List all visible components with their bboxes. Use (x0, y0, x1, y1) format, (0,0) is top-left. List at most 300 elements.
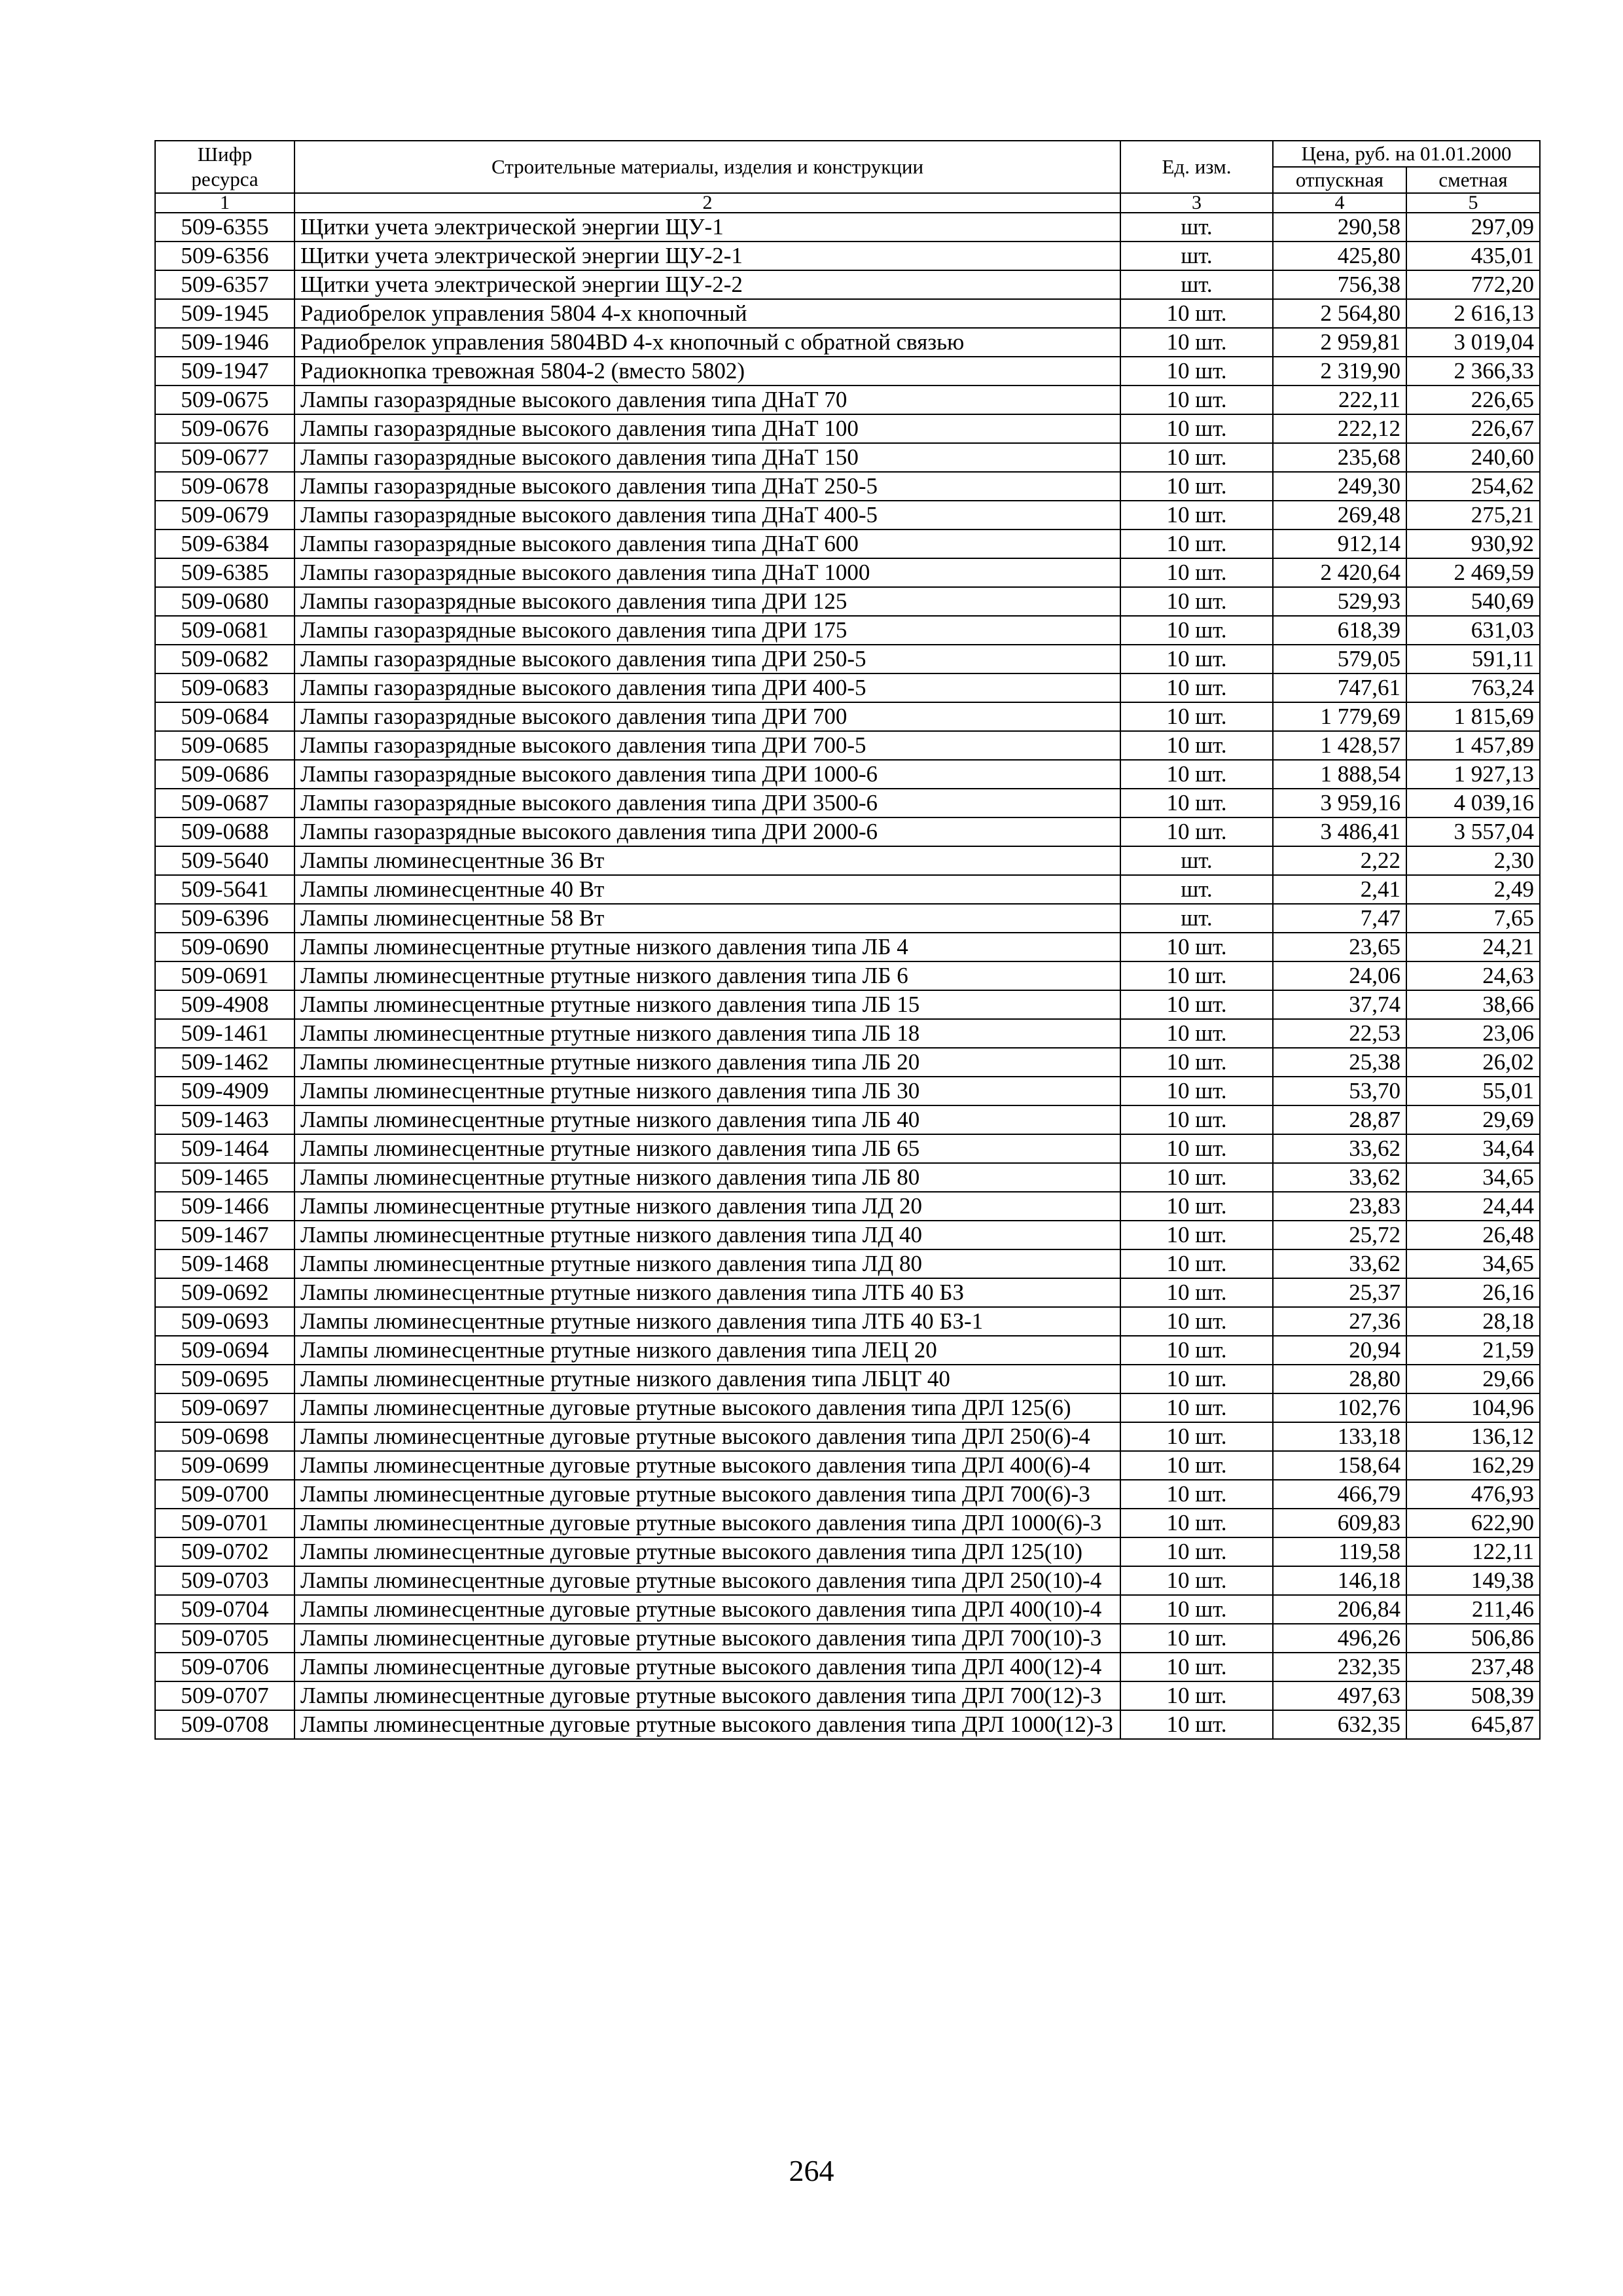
table-row (155, 616, 1540, 645)
resource-code: 509-4909 (155, 1077, 294, 1105)
resource-code: 509-0682 (155, 645, 294, 673)
unit-of-measure: 10 шт. (1120, 1077, 1273, 1105)
material-name: Щитки учета электрической энергии ЩУ-1 (294, 213, 1120, 242)
price-estimate: 29,69 (1406, 1105, 1540, 1134)
table-row (155, 1336, 1540, 1365)
price-release: 249,30 (1273, 472, 1406, 501)
price-release: 25,37 (1273, 1278, 1406, 1307)
price-release: 222,12 (1273, 414, 1406, 443)
price-release: 24,06 (1273, 961, 1406, 990)
price-release: 2 319,90 (1273, 357, 1406, 386)
price-estimate: 38,66 (1406, 990, 1540, 1019)
table-row (155, 1365, 1540, 1393)
price-release: 912,14 (1273, 529, 1406, 558)
price-release: 466,79 (1273, 1480, 1406, 1509)
price-estimate: 7,65 (1406, 904, 1540, 933)
material-name: Лампы газоразрядные высокого давления типа ДРИ 700-5 (294, 731, 1120, 760)
table-row (155, 1681, 1540, 1710)
unit-of-measure: 10 шт. (1120, 1393, 1273, 1422)
price-release: 1 428,57 (1273, 731, 1406, 760)
price-estimate: 591,11 (1406, 645, 1540, 673)
resource-code: 509-0701 (155, 1509, 294, 1537)
table-row (155, 299, 1540, 328)
resource-code: 509-0693 (155, 1307, 294, 1336)
table-row (155, 1278, 1540, 1307)
price-release: 33,62 (1273, 1163, 1406, 1192)
table-row (155, 1451, 1540, 1480)
table-row (155, 1393, 1540, 1422)
unit-of-measure: 10 шт. (1120, 702, 1273, 731)
price-release: 756,38 (1273, 270, 1406, 299)
resource-code: 509-0690 (155, 933, 294, 961)
table-row (155, 529, 1540, 558)
unit-of-measure: шт. (1120, 242, 1273, 270)
resource-code: 509-1462 (155, 1048, 294, 1077)
price-estimate: 162,29 (1406, 1451, 1540, 1480)
price-estimate: 240,60 (1406, 443, 1540, 472)
unit-of-measure: 10 шт. (1120, 357, 1273, 386)
price-estimate: 26,48 (1406, 1221, 1540, 1249)
price-estimate: 21,59 (1406, 1336, 1540, 1365)
table-row (155, 817, 1540, 846)
price-estimate: 24,21 (1406, 933, 1540, 961)
table-row (155, 242, 1540, 270)
material-name: Лампы люминесцентные 58 Вт (294, 904, 1120, 933)
unit-of-measure: 10 шт. (1120, 789, 1273, 817)
material-name: Лампы люминесцентные ртутные низкого давления типа ЛД 20 (294, 1192, 1120, 1221)
price-estimate: 772,20 (1406, 270, 1540, 299)
table-row (155, 731, 1540, 760)
material-name: Лампы люминесцентные ртутные низкого давления типа ЛБ 20 (294, 1048, 1120, 1077)
price-estimate: 226,67 (1406, 414, 1540, 443)
table-row (155, 501, 1540, 529)
table-row (155, 414, 1540, 443)
price-estimate: 275,21 (1406, 501, 1540, 529)
price-release: 632,35 (1273, 1710, 1406, 1739)
table-row (155, 875, 1540, 904)
price-estimate: 211,46 (1406, 1595, 1540, 1624)
price-release: 20,94 (1273, 1336, 1406, 1365)
unit-of-measure: 10 шт. (1120, 1451, 1273, 1480)
material-name: Лампы люминесцентные 36 Вт (294, 846, 1120, 875)
price-estimate: 122,11 (1406, 1537, 1540, 1566)
header-name: Строительные материалы, изделия и конструкции (294, 141, 1120, 193)
table-row (155, 1307, 1540, 1336)
price-estimate: 3 557,04 (1406, 817, 1540, 846)
table-row (155, 328, 1540, 357)
resource-code: 509-1945 (155, 299, 294, 328)
resource-code: 509-6357 (155, 270, 294, 299)
table-row (155, 645, 1540, 673)
material-name: Лампы газоразрядные высокого давления типа ДРИ 125 (294, 587, 1120, 616)
price-release: 609,83 (1273, 1509, 1406, 1537)
table-row (155, 673, 1540, 702)
material-name: Лампы люминесцентные дуговые ртутные высокого давления типа ДРЛ 250(6)-4 (294, 1422, 1120, 1451)
table-row (155, 933, 1540, 961)
resource-code: 509-0676 (155, 414, 294, 443)
table-row (155, 1221, 1540, 1249)
column-number: 1 (155, 193, 294, 213)
table-row (155, 760, 1540, 789)
material-name: Лампы газоразрядные высокого давления типа ДНаТ 400-5 (294, 501, 1120, 529)
material-name: Лампы люминесцентные 40 Вт (294, 875, 1120, 904)
price-estimate: 540,69 (1406, 587, 1540, 616)
unit-of-measure: 10 шт. (1120, 616, 1273, 645)
unit-of-measure: 10 шт. (1120, 1134, 1273, 1163)
unit-of-measure: 10 шт. (1120, 1048, 1273, 1077)
material-name: Лампы люминесцентные дуговые ртутные высокого давления типа ДРЛ 1000(12)-3 (294, 1710, 1120, 1739)
table-row (155, 961, 1540, 990)
price-estimate: 34,65 (1406, 1163, 1540, 1192)
resource-code: 509-0681 (155, 616, 294, 645)
price-release: 2 564,80 (1273, 299, 1406, 328)
price-release: 1 779,69 (1273, 702, 1406, 731)
material-name: Лампы люминесцентные ртутные низкого давления типа ЛБ 6 (294, 961, 1120, 990)
resource-code: 509-4908 (155, 990, 294, 1019)
price-release: 33,62 (1273, 1134, 1406, 1163)
resource-code: 509-0691 (155, 961, 294, 990)
resource-code: 509-0683 (155, 673, 294, 702)
unit-of-measure: 10 шт. (1120, 1566, 1273, 1595)
unit-of-measure: 10 шт. (1120, 961, 1273, 990)
column-number: 5 (1406, 193, 1540, 213)
resource-code: 509-0686 (155, 760, 294, 789)
material-name: Лампы люминесцентные ртутные низкого давления типа ЛБ 40 (294, 1105, 1120, 1134)
table-row (155, 1422, 1540, 1451)
unit-of-measure: 10 шт. (1120, 1192, 1273, 1221)
material-name: Лампы газоразрядные высокого давления типа ДРИ 3500-6 (294, 789, 1120, 817)
resource-code: 509-0702 (155, 1537, 294, 1566)
table-row (155, 846, 1540, 875)
table-row (155, 1134, 1540, 1163)
price-estimate: 34,65 (1406, 1249, 1540, 1278)
table-row (155, 702, 1540, 731)
price-estimate: 24,63 (1406, 961, 1540, 990)
price-estimate: 1 815,69 (1406, 702, 1540, 731)
price-estimate: 435,01 (1406, 242, 1540, 270)
material-name: Радиобрелок управления 5804BD 4-х кнопочный с обратной связью (294, 328, 1120, 357)
price-release: 23,83 (1273, 1192, 1406, 1221)
table-body (155, 213, 1540, 1739)
resource-code: 509-5640 (155, 846, 294, 875)
material-name: Щитки учета электрической энергии ЩУ-2-2 (294, 270, 1120, 299)
price-release: 2,22 (1273, 846, 1406, 875)
material-name: Лампы люминесцентные дуговые ртутные высокого давления типа ДРЛ 700(10)-3 (294, 1624, 1120, 1653)
material-name: Лампы люминесцентные ртутные низкого давления типа ЛБЦТ 40 (294, 1365, 1120, 1393)
table-row (155, 1048, 1540, 1077)
resource-code: 509-0675 (155, 386, 294, 414)
price-release: 27,36 (1273, 1307, 1406, 1336)
resource-code: 509-1465 (155, 1163, 294, 1192)
resource-code: 509-0685 (155, 731, 294, 760)
unit-of-measure: шт. (1120, 875, 1273, 904)
table-row (155, 1163, 1540, 1192)
unit-of-measure: 10 шт. (1120, 1509, 1273, 1537)
material-name: Лампы люминесцентные дуговые ртутные высокого давления типа ДРЛ 400(12)-4 (294, 1653, 1120, 1681)
unit-of-measure: 10 шт. (1120, 645, 1273, 673)
table-row (155, 1509, 1540, 1537)
resource-code: 509-0706 (155, 1653, 294, 1681)
price-estimate: 226,65 (1406, 386, 1540, 414)
table-row (155, 990, 1540, 1019)
price-estimate: 2 469,59 (1406, 558, 1540, 587)
header-price-estimate: сметная (1406, 167, 1540, 193)
material-name: Лампы люминесцентные дуговые ртутные высокого давления типа ДРЛ 1000(6)-3 (294, 1509, 1120, 1537)
resource-code: 509-0687 (155, 789, 294, 817)
unit-of-measure: 10 шт. (1120, 472, 1273, 501)
table-row (155, 1624, 1540, 1653)
resource-code: 509-5641 (155, 875, 294, 904)
header-unit: Ед. изм. (1120, 141, 1273, 193)
table-row (155, 443, 1540, 472)
material-name: Лампы люминесцентные дуговые ртутные высокого давления типа ДРЛ 400(10)-4 (294, 1595, 1120, 1624)
price-estimate: 28,18 (1406, 1307, 1540, 1336)
price-release: 222,11 (1273, 386, 1406, 414)
resource-code: 509-0692 (155, 1278, 294, 1307)
header-price-group: Цена, руб. на 01.01.2000 (1273, 141, 1540, 167)
unit-of-measure: 10 шт. (1120, 1624, 1273, 1653)
resource-code: 509-6384 (155, 529, 294, 558)
price-release: 28,87 (1273, 1105, 1406, 1134)
resource-code: 509-1461 (155, 1019, 294, 1048)
price-release: 7,47 (1273, 904, 1406, 933)
price-estimate: 2,30 (1406, 846, 1540, 875)
price-estimate: 508,39 (1406, 1681, 1540, 1710)
unit-of-measure: 10 шт. (1120, 386, 1273, 414)
price-release: 119,58 (1273, 1537, 1406, 1566)
resource-code: 509-0707 (155, 1681, 294, 1710)
table-row (155, 1653, 1540, 1681)
unit-of-measure: 10 шт. (1120, 933, 1273, 961)
resource-code: 509-1466 (155, 1192, 294, 1221)
material-name: Лампы люминесцентные ртутные низкого давления типа ЛТБ 40 БЗ-1 (294, 1307, 1120, 1336)
table-row (155, 1480, 1540, 1509)
column-number: 2 (294, 193, 1120, 213)
price-estimate: 29,66 (1406, 1365, 1540, 1393)
table-row (155, 386, 1540, 414)
price-estimate: 1 927,13 (1406, 760, 1540, 789)
resource-code: 509-0678 (155, 472, 294, 501)
material-name: Лампы газоразрядные высокого давления типа ДРИ 700 (294, 702, 1120, 731)
price-release: 618,39 (1273, 616, 1406, 645)
unit-of-measure: шт. (1120, 213, 1273, 242)
table-row (155, 1019, 1540, 1048)
material-name: Лампы люминесцентные дуговые ртутные высокого давления типа ДРЛ 125(6) (294, 1393, 1120, 1422)
price-estimate: 2,49 (1406, 875, 1540, 904)
resource-code: 509-0680 (155, 587, 294, 616)
unit-of-measure: шт. (1120, 270, 1273, 299)
unit-of-measure: 10 шт. (1120, 1163, 1273, 1192)
table-row (155, 1595, 1540, 1624)
material-name: Лампы люминесцентные дуговые ртутные высокого давления типа ДРЛ 400(6)-4 (294, 1451, 1120, 1480)
material-name: Лампы газоразрядные высокого давления типа ДНаТ 70 (294, 386, 1120, 414)
resource-code: 509-6355 (155, 213, 294, 242)
unit-of-measure: 10 шт. (1120, 1365, 1273, 1393)
unit-of-measure: 10 шт. (1120, 1249, 1273, 1278)
resource-code: 509-0705 (155, 1624, 294, 1653)
header-price-release: отпускная (1273, 167, 1406, 193)
resource-code: 509-0684 (155, 702, 294, 731)
resource-code: 509-0698 (155, 1422, 294, 1451)
resource-code: 509-1467 (155, 1221, 294, 1249)
material-name: Радиобрелок управления 5804 4-х кнопочный (294, 299, 1120, 328)
material-name: Лампы люминесцентные ртутные низкого давления типа ЛБ 30 (294, 1077, 1120, 1105)
unit-of-measure: 10 шт. (1120, 817, 1273, 846)
price-release: 496,26 (1273, 1624, 1406, 1653)
price-release: 37,74 (1273, 990, 1406, 1019)
material-name: Лампы люминесцентные дуговые ртутные высокого давления типа ДРЛ 700(12)-3 (294, 1681, 1120, 1710)
material-name: Лампы люминесцентные ртутные низкого давления типа ЛБ 80 (294, 1163, 1120, 1192)
unit-of-measure: 10 шт. (1120, 1537, 1273, 1566)
price-release: 3 959,16 (1273, 789, 1406, 817)
price-estimate: 645,87 (1406, 1710, 1540, 1739)
material-name: Лампы люминесцентные дуговые ртутные высокого давления типа ДРЛ 250(10)-4 (294, 1566, 1120, 1595)
material-name: Лампы газоразрядные высокого давления типа ДРИ 175 (294, 616, 1120, 645)
header-row-1 (155, 141, 1540, 167)
price-release: 53,70 (1273, 1077, 1406, 1105)
unit-of-measure: 10 шт. (1120, 299, 1273, 328)
price-release: 158,64 (1273, 1451, 1406, 1480)
resource-code: 509-0708 (155, 1710, 294, 1739)
unit-of-measure: 10 шт. (1120, 1710, 1273, 1739)
resource-code: 509-0699 (155, 1451, 294, 1480)
unit-of-measure: 10 шт. (1120, 1480, 1273, 1509)
material-name: Лампы люминесцентные ртутные низкого давления типа ЛБ 4 (294, 933, 1120, 961)
price-estimate: 23,06 (1406, 1019, 1540, 1048)
price-release: 425,80 (1273, 242, 1406, 270)
material-name: Лампы люминесцентные ртутные низкого давления типа ЛД 40 (294, 1221, 1120, 1249)
material-name: Лампы люминесцентные ртутные низкого давления типа ЛЕЦ 20 (294, 1336, 1120, 1365)
material-name: Лампы газоразрядные высокого давления типа ДНаТ 150 (294, 443, 1120, 472)
table-row (155, 1105, 1540, 1134)
unit-of-measure: 10 шт. (1120, 414, 1273, 443)
resource-code: 509-0695 (155, 1365, 294, 1393)
column-number: 3 (1120, 193, 1273, 213)
material-name: Радиокнопка тревожная 5804-2 (вместо 5802) (294, 357, 1120, 386)
price-release: 23,65 (1273, 933, 1406, 961)
price-release: 2 959,81 (1273, 328, 1406, 357)
table-row (155, 789, 1540, 817)
table-row (155, 270, 1540, 299)
resource-code: 509-0677 (155, 443, 294, 472)
table-row (155, 1566, 1540, 1595)
price-estimate: 24,44 (1406, 1192, 1540, 1221)
price-release: 747,61 (1273, 673, 1406, 702)
material-name: Лампы люминесцентные дуговые ртутные высокого давления типа ДРЛ 700(6)-3 (294, 1480, 1120, 1509)
price-release: 206,84 (1273, 1595, 1406, 1624)
price-release: 497,63 (1273, 1681, 1406, 1710)
header-column-numbers (155, 193, 1540, 213)
price-estimate: 149,38 (1406, 1566, 1540, 1595)
unit-of-measure: 10 шт. (1120, 1653, 1273, 1681)
unit-of-measure: 10 шт. (1120, 673, 1273, 702)
price-release: 33,62 (1273, 1249, 1406, 1278)
resource-code: 509-6396 (155, 904, 294, 933)
material-name: Лампы газоразрядные высокого давления типа ДНаТ 250-5 (294, 472, 1120, 501)
price-estimate: 930,92 (1406, 529, 1540, 558)
table-row (155, 1537, 1540, 1566)
column-number: 4 (1273, 193, 1406, 213)
unit-of-measure: 10 шт. (1120, 529, 1273, 558)
price-estimate: 254,62 (1406, 472, 1540, 501)
table-row (155, 904, 1540, 933)
table-row (155, 1077, 1540, 1105)
price-release: 579,05 (1273, 645, 1406, 673)
price-release: 529,93 (1273, 587, 1406, 616)
price-release: 133,18 (1273, 1422, 1406, 1451)
price-estimate: 506,86 (1406, 1624, 1540, 1653)
price-release: 1 888,54 (1273, 760, 1406, 789)
material-name: Лампы газоразрядные высокого давления типа ДРИ 2000-6 (294, 817, 1120, 846)
unit-of-measure: 10 шт. (1120, 760, 1273, 789)
resource-code: 509-1946 (155, 328, 294, 357)
resource-code: 509-0697 (155, 1393, 294, 1422)
material-name: Лампы люминесцентные ртутные низкого давления типа ЛБ 15 (294, 990, 1120, 1019)
material-name: Лампы газоразрядные высокого давления типа ДРИ 1000-6 (294, 760, 1120, 789)
resource-code: 509-1947 (155, 357, 294, 386)
price-release: 3 486,41 (1273, 817, 1406, 846)
price-release: 28,80 (1273, 1365, 1406, 1393)
resource-code: 509-0694 (155, 1336, 294, 1365)
table-row (155, 587, 1540, 616)
price-estimate: 476,93 (1406, 1480, 1540, 1509)
price-release: 25,38 (1273, 1048, 1406, 1077)
unit-of-measure: 10 шт. (1120, 1019, 1273, 1048)
resource-code: 509-0679 (155, 501, 294, 529)
header-code: Шифр ресурса (155, 141, 294, 193)
material-name: Лампы люминесцентные ртутные низкого давления типа ЛБ 18 (294, 1019, 1120, 1048)
material-name: Лампы газоразрядные высокого давления типа ДНаТ 100 (294, 414, 1120, 443)
price-estimate: 237,48 (1406, 1653, 1540, 1681)
table-row (155, 357, 1540, 386)
material-name: Лампы газоразрядные высокого давления типа ДРИ 400-5 (294, 673, 1120, 702)
price-release: 290,58 (1273, 213, 1406, 242)
price-estimate: 26,16 (1406, 1278, 1540, 1307)
price-estimate: 2 616,13 (1406, 299, 1540, 328)
resource-code: 509-0688 (155, 817, 294, 846)
unit-of-measure: 10 шт. (1120, 1105, 1273, 1134)
price-release: 2,41 (1273, 875, 1406, 904)
unit-of-measure: 10 шт. (1120, 1307, 1273, 1336)
price-release: 2 420,64 (1273, 558, 1406, 587)
resource-code: 509-1468 (155, 1249, 294, 1278)
price-release: 25,72 (1273, 1221, 1406, 1249)
price-estimate: 3 019,04 (1406, 328, 1540, 357)
price-estimate: 104,96 (1406, 1393, 1540, 1422)
price-release: 102,76 (1273, 1393, 1406, 1422)
price-release: 269,48 (1273, 501, 1406, 529)
unit-of-measure: шт. (1120, 846, 1273, 875)
price-table (154, 140, 1541, 1740)
resource-code: 509-0703 (155, 1566, 294, 1595)
unit-of-measure: 10 шт. (1120, 990, 1273, 1019)
unit-of-measure: 10 шт. (1120, 1221, 1273, 1249)
material-name: Лампы газоразрядные высокого давления типа ДНаТ 1000 (294, 558, 1120, 587)
table-row (155, 472, 1540, 501)
price-estimate: 4 039,16 (1406, 789, 1540, 817)
price-estimate: 622,90 (1406, 1509, 1540, 1537)
price-estimate: 55,01 (1406, 1077, 1540, 1105)
resource-code: 509-6356 (155, 242, 294, 270)
table-row (155, 1710, 1540, 1739)
price-release: 22,53 (1273, 1019, 1406, 1048)
unit-of-measure: 10 шт. (1120, 501, 1273, 529)
unit-of-measure: 10 шт. (1120, 587, 1273, 616)
table-row (155, 213, 1540, 242)
price-estimate: 763,24 (1406, 673, 1540, 702)
price-estimate: 2 366,33 (1406, 357, 1540, 386)
resource-code: 509-0700 (155, 1480, 294, 1509)
